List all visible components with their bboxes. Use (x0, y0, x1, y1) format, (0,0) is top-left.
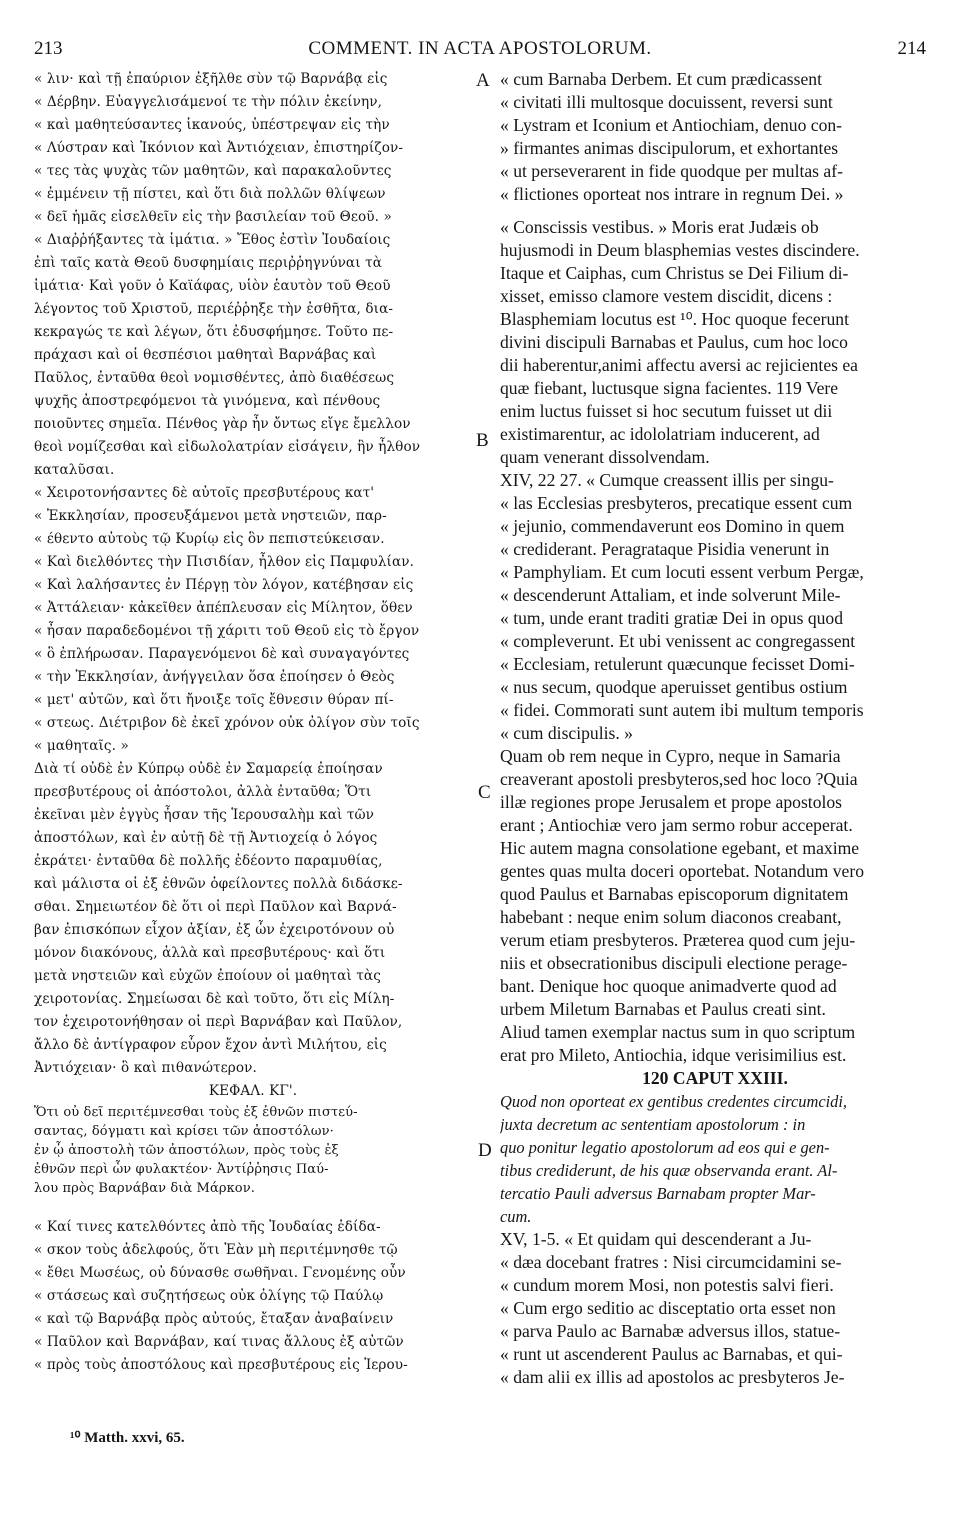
greek-line: ἀποστόλων, καὶ ἐν αὐτῇ δὲ τῇ Ἀντιοχείᾳ ὁ λόγος (34, 830, 378, 846)
greek-line: μετὰ νηστειῶν καὶ εὐχῶν ἐποίουν οἱ μαθηταὶ τὰς (34, 968, 381, 984)
latin-line: « tum, unde erant traditi gratiæ Dei in opus quod (500, 608, 844, 628)
greek-line: « ἔθει Μωσέως, οὐ δύνασθε σωθῆναι. Γενομένης οὖν (34, 1265, 406, 1281)
latin-line: Hic autem magna consolatione egebant, et maxime (500, 838, 860, 858)
latin-line: creaverant apostoli presbyteros,sed hoc loco ?Quia (500, 769, 858, 789)
latin-line: Blasphemiam locutus est ¹⁰. Hoc quoque fecerunt (500, 309, 849, 329)
greek-line: « Καὶ διελθόντες τὴν Πισιδίαν, ἦλθον εἰς Παμφυλίαν. (34, 554, 415, 570)
latin-line: « cum discipulis. » (500, 723, 633, 743)
greek-line: Ἀντιόχειαν· ὃ καὶ πιθανώτερον. (34, 1060, 257, 1076)
latin-line: « Conscissis vestibus. » Moris erat Judæis ob (500, 217, 819, 237)
latin-line: « nus secum, quodque aperuisset gentibus ostium (500, 677, 848, 697)
greek-line: « Παῦλον καὶ Βαρνάβαν, καί τινας ἄλλους ἐξ αὐτῶν (34, 1334, 404, 1350)
latin-summary-line: tibus crediderunt, de his quæ observanda erant. Al- (500, 1161, 838, 1180)
greek-line: ποιοῦντες σημεῖα. Πένθος γὰρ ἦν ὄντως εἴγε ἔμελλον (34, 416, 411, 432)
latin-line: « jejunio, commendaverunt eos Domino in quem (500, 516, 845, 536)
greek-line: « τὴν Ἐκκλησίαν, ἀνήγγειλαν ὅσα ἐποίησεν ὁ Θεὸς (34, 669, 395, 685)
greek-line: « Ἀττάλειαν· κἀκεῖθεν ἀπέπλευσαν εἰς Μίλητον, ὅθεν (34, 600, 413, 616)
greek-line: λέγοντος τοῦ Χριστοῦ, περιέῤῥηξε τὴν ἐσθῆτα, δια- (34, 301, 394, 317)
latin-line: « ut perseverarent in fide quodque per multas af- (500, 161, 843, 181)
greek-line: κεκραγώς τε καὶ λέγων, ὅτι ἐδυσφήμησε. Τοῦτο πε- (34, 324, 394, 340)
greek-line: Παῦλος, ἐνταῦθα θεοὶ νομισθέντες, ἀπὸ διαθέσεως (34, 370, 395, 386)
latin-line: erat pro Mileto, Antiochia, idque verisimilius est. (500, 1045, 847, 1065)
latin-line: « compleverunt. Et ubi venissent ac congregassent (500, 631, 856, 651)
greek-line: « καὶ μαθητεύσαντες ἱκανούς, ὑπέστρεψαν εἰς τὴν (34, 117, 390, 133)
margin-letter-a: A (476, 70, 490, 91)
latin-line: « flictiones oporteat nos intrare in regnum Dei. » (500, 184, 844, 204)
greek-line: « πρὸς τοὺς ἀποστόλους καὶ πρεσβυτέρους εἰς Ἱερου- (34, 1357, 408, 1373)
latin-summary-line: cum. (500, 1207, 532, 1226)
running-title: COMMENT. IN ACTA APOSTOLORUM. (308, 38, 652, 59)
greek-line: « Δέρβην. Εὐαγγελισάμενοί τε τὴν πόλιν ἐκείνην, (34, 94, 383, 110)
greek-summary-line: ἐθνῶν περὶ ὧν φυλακτέον· Ἀντίῤῥησις Παύ- (34, 1162, 329, 1177)
greek-line: « μαθηταῖς. » (34, 738, 129, 754)
footnote: ¹⁰ Matth. xxvi, 65. (70, 1430, 185, 1446)
latin-line: illæ regiones prope Jerusalem et prope apostolos (500, 792, 843, 812)
greek-line: « ἐμμένειν τῇ πίστει, καὶ ὅτι διὰ πολλῶν θλίψεων (34, 186, 386, 202)
latin-line: gentes quas multa doceri oportebat. Notandum vero (500, 861, 864, 881)
latin-summary-line: juxta decretum ac sententiam apostolorum : in (500, 1115, 806, 1134)
latin-line: « civitati illi multosque docuissent, reversi sunt (500, 92, 833, 112)
latin-column (500, 68, 930, 1389)
latin-chapter-heading: 120 CAPUT XXIII. (642, 1068, 788, 1088)
greek-line: ἄλλο δὲ ἀντίγραφον εὗρον ἔχον ἀντὶ Μιλήτου, εἰς (34, 1037, 387, 1053)
greek-line: τον ἐχειροτονήθησαν οἱ περὶ Βαρνάβαν καὶ Παῦλον, (34, 1014, 403, 1030)
greek-line: θεοὶ νομίζεσθαι καὶ εἰδωλολατρίαν εἰσάγειν, ἣν ἦλθον (34, 439, 421, 455)
greek-line: ἐκράτει· ἐνταῦθα δὲ πολλῆς ἐδέοντο παραμυθίας, (34, 853, 383, 869)
greek-line: « Χειροτονήσαντες δὲ αὐτοῖς πρεσβυτέρους κατ' (34, 485, 375, 501)
greek-line: « Καὶ λαλήσαντες ἐν Πέργῃ τὸν λόγον, κατέβησαν εἰς (34, 577, 414, 593)
page-number-left: 213 (34, 38, 63, 59)
latin-line: XIV, 22 27. « Cumque creassent illis per singu- (500, 470, 834, 490)
greek-line: « καὶ τῷ Βαρνάβᾳ πρὸς αὐτούς, ἔταξαν ἀναβαίνειν (34, 1311, 394, 1327)
greek-line: « ὃ ἐπλήρωσαν. Παραγενόμενοι δὲ καὶ συναγαγόντες (34, 646, 410, 662)
latin-line: quod Paulus et Barnabas episcoporum dignitatem (500, 884, 849, 904)
greek-line: καταλῦσαι. (34, 462, 115, 478)
greek-line: βαν ἐπισκόπων εἶχον ἀξίαν, ἐξ ὧν ἐχειροτόνουν οὐ (34, 922, 395, 938)
latin-line: « dæa docebant fratres : Nisi circumcidamini se- (500, 1252, 842, 1272)
latin-line: Quam ob rem neque in Cypro, neque in Samaria (500, 746, 841, 766)
latin-line: « Pamphyliam. Et cum locuti essent verbum Pergæ, (500, 562, 864, 582)
latin-line: erant ; Antiochiæ vero jam sermo robur acceperat. (500, 815, 853, 835)
latin-line: divini discipuli Barnabas et Paulus, cum hoc loco (500, 332, 848, 352)
greek-line: ἐπὶ ταῖς κατὰ Θεοῦ δυσφημίαις περιῤῥηγνύναι τὰ (34, 255, 382, 271)
latin-line: hujusmodi in Deum blasphemias vestes discindere. (500, 240, 860, 260)
latin-line: « dam alii ex illis ad apostolos ac presbyteros Je- (500, 1367, 845, 1387)
latin-line: habebant : neque enim solum diaconos creabant, (500, 907, 842, 927)
greek-column (34, 68, 472, 1377)
greek-line: « σκον τοὺς ἀδελφούς, ὅτι Ἐὰν μὴ περιτέμνησθε τῷ (34, 1242, 398, 1258)
latin-line: « descenderunt Attaliam, et inde solverunt Mile- (500, 585, 841, 605)
latin-line: « fidei. Commorati sunt autem ibi multum temporis (500, 700, 864, 720)
latin-line: existimarentur, ac idololatriam inducerent, ad (500, 424, 820, 444)
greek-line: « ἦσαν παραδεδομένοι τῇ χάριτι τοῦ Θεοῦ εἰς τὸ ἔργον (34, 623, 420, 639)
greek-line: ἱμάτια· Καὶ γοῦν ὁ Καϊάφας, υἱὸν ἑαυτὸν τοῦ Θεοῦ (34, 278, 391, 294)
greek-line: « Διαῤῥήξαντες τὰ ἱμάτια. » Ἔθος ἐστὶν Ἰουδαίοις (34, 232, 391, 248)
greek-line: « μετ' αὐτῶν, καὶ ὅτι ἤνοιξε τοῖς ἔθνεσιν θύραν πί- (34, 692, 394, 708)
greek-summary-line: σαντας, δόγματι καὶ κρίσει τῶν ἀποστόλων· (34, 1124, 334, 1139)
latin-line: « cum Barnaba Derbem. Et cum prædicassent (500, 69, 822, 89)
greek-line: πράχασι καὶ οἱ θεσπέσιοι μαθηταὶ Βαρνάβας καὶ (34, 347, 377, 363)
greek-summary-line: Ὅτι οὐ δεῖ περιτέμνεσθαι τοὺς ἐξ ἐθνῶν πιστεύ- (34, 1105, 358, 1120)
latin-line: quæ fiebant, luctusque signa facientes. 119 Vere (500, 378, 839, 398)
margin-letter-d: D (478, 1140, 492, 1161)
greek-line: « Λύστραν καὶ Ἰκόνιον καὶ Ἀντιόχειαν, ἐπιστηρίζον- (34, 140, 404, 156)
latin-line: « cundum morem Mosi, non potestis salvi fieri. (500, 1275, 834, 1295)
greek-line: « Καί τινες κατελθόντες ἀπὸ τῆς Ἰουδαίας ἐδίδα- (34, 1219, 381, 1235)
latin-line: « las Ecclesias presbyteros, precatique essent cum (500, 493, 853, 513)
greek-summary-line: λου πρὸς Βαρνάβαν διὰ Μάρκον. (34, 1181, 255, 1196)
latin-line: Itaque et Caiphas, cum Christus se Dei Filium di- (500, 263, 849, 283)
latin-line: bant. Denique hoc quoque animadverte quod ad (500, 976, 837, 996)
greek-line: ἐκεῖναι μὲν ἐγγὺς ἦσαν τῆς Ἱερουσαλὴμ καὶ τῶν (34, 807, 375, 823)
greek-line: χειροτονίας. Σημείωσαι δὲ καὶ τοῦτο, ὅτι εἰς Μίλη- (34, 991, 395, 1007)
greek-line: Διὰ τί οὐδὲ ἐν Κύπρῳ οὐδὲ ἐν Σαμαρείᾳ ἐποίησαν (34, 761, 383, 777)
page-number-right: 214 (897, 38, 926, 59)
latin-summary-line: quo ponitur legatio apostolorum ad eos qui e gen- (500, 1138, 830, 1157)
greek-line: σθαι. Σημειωτέον δὲ ὅτι οἱ περὶ Παῦλον καὶ Βαρνά- (34, 899, 397, 915)
margin-letter-b: B (476, 430, 489, 451)
greek-summary-line: ἐν ᾧ ἀποστολὴ τῶν ἀποστόλων, πρὸς τοὺς ἐξ (34, 1143, 339, 1158)
latin-line: « runt ut ascenderent Paulus ac Barnabas, et qui- (500, 1344, 843, 1364)
greek-line: καὶ μάλιστα οἱ ἐξ ἐθνῶν ὀφείλοντες πολλὰ διδάσκε- (34, 876, 403, 892)
latin-line: xisset, emisso clamore vestem discidit, dicens : (500, 286, 833, 306)
latin-summary-line: tercatio Pauli adversus Barnabam propter Mar- (500, 1184, 816, 1203)
greek-line: « έθεντο αὐτοὺς τῷ Κυρίῳ εἰς ὃν πεπιστεύκεισαν. (34, 531, 385, 547)
latin-line: dii haberentur,animi affectu aversi ac rejicientes ea (500, 355, 858, 375)
latin-summary-line: Quod non oporteat ex gentibus credentes circumcidi, (500, 1092, 848, 1111)
latin-line: « Lystram et Iconium et Antiochiam, denuo con- (500, 115, 843, 135)
spacer (500, 206, 930, 216)
latin-line: « parva Paulo ac Barnabæ adversus illos, statue- (500, 1321, 841, 1341)
latin-line: « Ecclesiam, retulerunt quæcunque fecisset Domi- (500, 654, 855, 674)
latin-line: XV, 1-5. « Et quidam qui descenderant a Ju- (500, 1229, 812, 1249)
spacer (34, 1198, 472, 1216)
greek-line: « Ἐκκλησίαν, προσευξάμενοι μετὰ νηστειῶν, παρ- (34, 508, 387, 524)
greek-line: ψυχῆς ἀποστρεφόμενοι τὰ γινόμενα, καὶ πένθους (34, 393, 381, 409)
latin-line: niis et obsecrationibus discipuli electione perage- (500, 953, 848, 973)
greek-line: « λιν· καὶ τῇ ἐπαύριον ἐξῆλθε σὺν τῷ Βαρνάβᾳ εἰς (34, 71, 388, 87)
latin-line: Aliud tamen exemplar nactus sum in quo scriptum (500, 1022, 856, 1042)
latin-line: urbem Miletum Barnabas et Paulus creati sint. (500, 999, 826, 1019)
greek-line: « στεως. Διέτριβον δὲ ἐκεῖ χρόνον οὐκ ὀλίγον σὺν τοῖς (34, 715, 420, 731)
greek-line: « δεῖ ἡμᾶς εἰσελθεῖν εἰς τὴν βασιλείαν τοῦ Θεοῦ. » (34, 209, 392, 225)
latin-line: enim luctus fuisset si hoc secutum fuisset ut dii (500, 401, 833, 421)
greek-chapter-heading: ΚΕΦΑΛ. ΚΓ'. (208, 1083, 298, 1099)
latin-line: « Cum ergo seditio ac disceptatio orta esset non (500, 1298, 836, 1318)
greek-line: « στάσεως καὶ συζητήσεως οὐκ ὀλίγης τῷ Παύλῳ (34, 1288, 384, 1304)
greek-line: « τες τὰς ψυχὰς τῶν μαθητῶν, καὶ παρακαλοῦντες (34, 163, 392, 179)
latin-line: verum etiam presbyteros. Præterea quod cum jeju- (500, 930, 856, 950)
greek-line: πρεσβυτέρους οἱ ἀπόστολοι, ἀλλὰ ἐνταῦθα; Ὅτι (34, 784, 372, 800)
page-header (34, 38, 926, 64)
margin-letter-c: C (478, 782, 491, 803)
greek-line: μόνον διακόνους, ἀλλὰ καὶ πρεσβυτέρους· καὶ ὅτι (34, 945, 386, 961)
latin-line: « crediderant. Peragrataque Pisidia venerunt in (500, 539, 830, 559)
latin-line: » firmantes animas discipulorum, et exhortantes (500, 138, 839, 158)
latin-line: quam venerant dissolvendam. (500, 447, 710, 467)
